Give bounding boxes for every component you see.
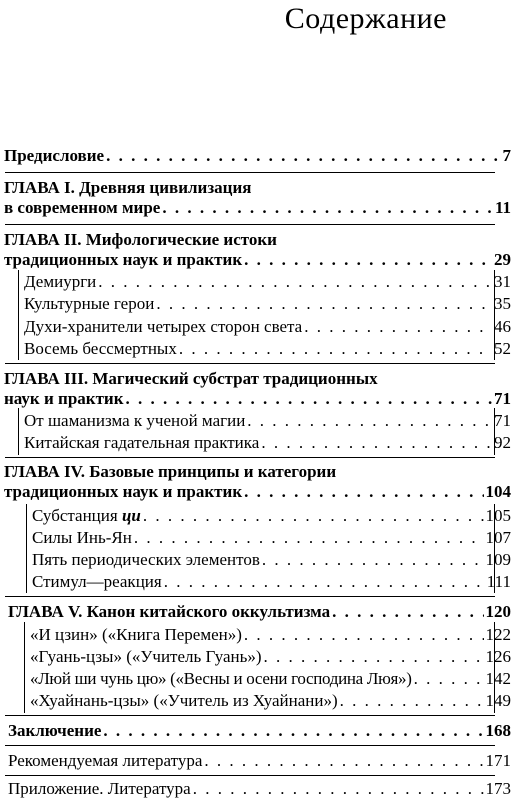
toc-entry-title-line-2: в современном мире xyxy=(4,198,161,217)
toc-entry-page: 126 xyxy=(485,647,511,666)
subsection-bar xyxy=(18,408,19,455)
toc-entry-title: Заключение xyxy=(8,721,102,740)
toc-entry-divination[interactable] xyxy=(24,433,511,453)
toc-entry-title: Духи-хранители четырех сторон света xyxy=(24,317,303,336)
toc-entry-huainanzi[interactable] xyxy=(30,691,511,711)
page-title: Содержание xyxy=(284,2,447,35)
dot-leader xyxy=(143,506,484,526)
dot-leader xyxy=(262,550,484,570)
toc-entry-qi[interactable] xyxy=(32,506,511,526)
toc-entry-culture-heroes[interactable] xyxy=(24,294,511,314)
toc-entry-title: Рекомендуемая литература xyxy=(8,751,203,770)
toc-entry-title: Предисловие xyxy=(4,146,105,165)
toc-entry-title-line-1: ГЛАВА IV. Базовые принципы и категории xyxy=(4,462,337,481)
section-divider xyxy=(5,775,495,776)
toc-entry-page: 149 xyxy=(485,691,511,710)
toc-entry-title: Стимул—реакция xyxy=(32,572,162,591)
subsection-bar xyxy=(494,408,495,455)
toc-entry-page: 71 xyxy=(494,411,511,430)
dot-leader xyxy=(103,721,483,741)
dot-leader xyxy=(264,647,484,667)
subsection-bar xyxy=(494,622,495,713)
dot-leader xyxy=(244,482,483,502)
toc-entry-page: 52 xyxy=(494,339,511,358)
dot-leader xyxy=(179,339,492,359)
dot-leader xyxy=(162,198,493,218)
toc-entry-title-line-2: традиционных наук и практик xyxy=(4,250,243,269)
toc-entry-page: 173 xyxy=(485,779,511,798)
toc-entry-page: 109 xyxy=(485,550,511,569)
toc-entry-page: 31 xyxy=(494,272,511,291)
toc-entry-page: 11 xyxy=(494,198,511,217)
toc-entry-guanzi[interactable] xyxy=(30,647,511,667)
toc-entry-title-term: ци xyxy=(121,506,141,525)
toc-entry-title-line-2: традиционных наук и практик xyxy=(4,482,243,501)
dot-leader xyxy=(204,751,483,771)
toc-entry-lushi-chunqiu[interactable] xyxy=(30,669,511,689)
toc-entry-stimulus-response[interactable] xyxy=(32,572,511,592)
toc-entry-page: 142 xyxy=(485,669,511,688)
toc-entry-page: 105 xyxy=(485,506,511,525)
dot-leader xyxy=(244,625,484,645)
toc-entry-title: «Хуайнань-цзы» («Учитель из Хуайнани») xyxy=(30,691,338,710)
toc-entry-title: Приложение. Литература xyxy=(8,779,191,798)
toc-entry-chapter-1[interactable] xyxy=(4,178,511,218)
dot-leader xyxy=(414,669,484,689)
toc-entry-title: Восемь бессмертных xyxy=(24,339,177,358)
toc-entry-page: 46 xyxy=(494,317,511,336)
toc-entry-title xyxy=(32,506,141,526)
dot-leader xyxy=(340,691,484,711)
toc-entry-title: Демиурги xyxy=(24,272,97,291)
dot-leader xyxy=(261,433,492,453)
toc-entry-chapter-2[interactable] xyxy=(4,230,511,270)
toc-entry-chapter-4[interactable] xyxy=(4,462,511,502)
toc-entry-title: Китайская гадательная практика xyxy=(24,433,260,452)
toc-entry-chapter-5[interactable] xyxy=(8,602,511,622)
toc-entry-title: «И цзин» («Книга Перемен») xyxy=(30,625,242,644)
toc-entry-guardian-spirits[interactable] xyxy=(24,317,511,337)
subsection-bar xyxy=(26,504,27,593)
dot-leader xyxy=(244,250,492,270)
toc-entry-page: 171 xyxy=(485,751,511,770)
toc-entry-title-text: Субстанция xyxy=(32,506,118,525)
section-divider xyxy=(5,224,495,225)
toc-entry-appendix[interactable] xyxy=(8,779,511,799)
dot-leader xyxy=(193,779,484,799)
subsection-bar xyxy=(18,270,19,360)
toc-entry-demiurges[interactable] xyxy=(24,272,511,292)
toc-entry-title-line-1: ГЛАВА III. Магический субстрат традиционных xyxy=(4,369,378,388)
subsection-bar xyxy=(494,270,495,360)
toc-entry-five-elements[interactable] xyxy=(32,550,511,570)
toc-entry-preface[interactable] xyxy=(4,146,511,166)
toc-entry-title-line-1: ГЛАВА I. Древняя цивилизация xyxy=(4,178,252,197)
toc-entry-page: 7 xyxy=(502,146,511,165)
dot-leader xyxy=(126,389,492,409)
section-divider xyxy=(5,172,495,173)
subsection-bar xyxy=(494,504,495,593)
section-divider xyxy=(5,457,495,458)
toc-entry-page: 111 xyxy=(486,572,511,591)
dot-leader xyxy=(106,146,500,166)
toc-entry-page: 107 xyxy=(485,528,511,547)
toc-entry-page: 104 xyxy=(485,482,511,501)
dot-leader xyxy=(247,411,492,431)
subsection-bar xyxy=(24,622,25,713)
toc-entry-title-line-1: ГЛАВА II. Мифологические истоки xyxy=(4,230,277,249)
dot-leader xyxy=(164,572,485,592)
toc-entry-page: 120 xyxy=(485,602,511,621)
toc-entry-i-ching[interactable] xyxy=(30,625,511,645)
toc-entry-title: ГЛАВА V. Канон китайского оккультизма xyxy=(8,602,331,621)
section-divider xyxy=(5,596,495,597)
toc-entry-title: «Гуань-цзы» («Учитель Гуань») xyxy=(30,647,262,666)
dot-leader xyxy=(98,272,492,292)
toc-entry-yin-yang[interactable] xyxy=(32,528,511,548)
toc-entry-chapter-3[interactable] xyxy=(4,369,511,409)
toc-entry-title-line-2: наук и практик xyxy=(4,389,124,408)
toc-entry-conclusion[interactable] xyxy=(8,721,511,741)
toc-entry-page: 71 xyxy=(494,389,511,408)
section-divider xyxy=(5,715,495,716)
toc-entry-title: Пять периодических элементов xyxy=(32,550,260,569)
toc-entry-title: Силы Инь-Ян xyxy=(32,528,132,547)
section-divider xyxy=(5,363,495,364)
toc-entry-page: 35 xyxy=(494,294,511,313)
toc-entry-page: 122 xyxy=(485,625,511,644)
dot-leader xyxy=(156,294,492,314)
dot-leader xyxy=(304,317,492,337)
section-divider xyxy=(5,745,495,746)
toc-entry-page: 168 xyxy=(485,721,511,740)
toc-entry-page: 92 xyxy=(494,433,511,452)
toc-entry-title: «Люй ши чунь цю» («Весны и осени господина Люя») xyxy=(30,669,412,688)
dot-leader xyxy=(332,602,483,622)
toc-entry-title: От шаманизма к ученой магии xyxy=(24,411,246,430)
toc-entry-recommended-reading[interactable] xyxy=(8,751,511,771)
toc-entry-title: Культурные герои xyxy=(24,294,155,313)
toc-entry-shamanism[interactable] xyxy=(24,411,511,431)
toc-entry-page: 29 xyxy=(494,250,511,269)
toc-entry-eight-immortals[interactable] xyxy=(24,339,511,359)
dot-leader xyxy=(134,528,484,548)
